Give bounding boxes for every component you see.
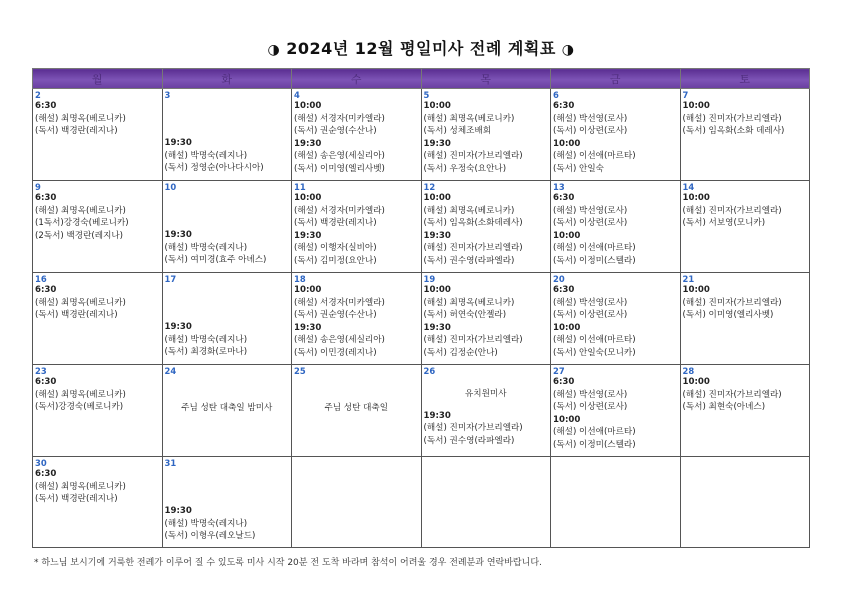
role-assignment: (독서) 임옥화(소화데레사) xyxy=(423,218,523,229)
day-number: 4 xyxy=(294,90,300,100)
role-assignment: (독서) 이상련(로사) xyxy=(553,126,628,137)
day-number: 14 xyxy=(682,182,695,192)
half-circle-icon: ◑ xyxy=(561,42,575,58)
role-assignment: (독서) 최현숙(아녜스) xyxy=(682,402,766,413)
role-assignment: (해설) 이선애(마르타) xyxy=(553,151,636,162)
day-cell xyxy=(162,273,292,365)
role-assignment: (독서) 권순영(수산나) xyxy=(294,126,377,137)
holiday-note: 주님 성탄 대축일 xyxy=(324,403,389,413)
mass-time: 10:00 xyxy=(682,285,710,295)
weekday-header: 수 xyxy=(292,69,422,89)
role-assignment: (독서) 임옥화(소화 데레사) xyxy=(682,126,785,137)
day-number: 11 xyxy=(294,182,306,192)
day-cell xyxy=(421,273,551,365)
holiday-note: 주님 성탄 대축일 밤미사 xyxy=(181,403,273,413)
day-number: 12 xyxy=(423,182,436,192)
role-assignment: (독서) 백경란(레지나) xyxy=(35,126,118,137)
mass-time: 10:00 xyxy=(294,101,322,111)
weekday-header: 금 xyxy=(551,69,681,89)
mass-time: 10:00 xyxy=(682,377,710,387)
role-assignment: (독서) 이상련(로사) xyxy=(553,402,628,413)
day-number: 21 xyxy=(682,274,695,284)
day-cell xyxy=(421,89,551,181)
role-assignment: (독서) 김정순(안나) xyxy=(423,347,498,358)
role-assignment: (해설) 최명옥(베로니카) xyxy=(35,113,126,124)
mass-time: 10:00 xyxy=(553,230,581,241)
day-number: 13 xyxy=(553,182,565,192)
role-assignment: (독서) 권수영(라파엘라) xyxy=(423,255,515,266)
role-assignment: (해설) 최명옥(베로니카) xyxy=(35,481,126,492)
role-assignment: (해설) 진미자(가브리엘라) xyxy=(682,205,782,216)
day-cell xyxy=(162,365,292,457)
role-assignment: (해설) 진미자(가브리엘라) xyxy=(423,335,523,346)
role-assignment: (해설) 최명옥(베로니카) xyxy=(35,205,126,216)
page-title xyxy=(0,36,842,59)
day-number: 2 xyxy=(35,90,41,100)
mass-time: 19:30 xyxy=(294,138,322,149)
role-assignment: (해설) 박명숙(레지나) xyxy=(164,242,248,253)
mass-time: 19:30 xyxy=(164,230,192,240)
week-row xyxy=(33,273,810,365)
role-assignment: (1독서)강경숙(베로니카) xyxy=(35,218,129,229)
role-assignment: (해설) 박명숙(레지나) xyxy=(164,334,248,345)
title-text: 2024년 12월 평일미사 전례 계획표 xyxy=(286,39,556,58)
role-assignment: (독서)강경숙(베로니카) xyxy=(35,402,124,413)
half-circle-icon: ◑ xyxy=(267,42,281,58)
mass-time: 19:30 xyxy=(164,322,192,332)
day-number: 6 xyxy=(553,90,559,100)
day-number: 28 xyxy=(682,366,695,376)
role-assignment: (해설) 진미자(가브리엘라) xyxy=(423,423,523,434)
mass-time: 10:00 xyxy=(553,322,581,333)
role-assignment: (해설) 서경자(미카엘라) xyxy=(294,113,385,124)
role-assignment: (해설) 서경자(미카엘라) xyxy=(294,297,385,308)
day-cell xyxy=(680,365,810,457)
day-cell xyxy=(421,457,551,548)
role-assignment: (독서) 정영순(아나다시아) xyxy=(164,163,264,174)
day-cell xyxy=(421,365,551,457)
role-assignment: (독서) 권순영(수산나) xyxy=(294,310,377,321)
role-assignment: (해설) 최명옥(베로니카) xyxy=(423,205,515,216)
day-number: 18 xyxy=(294,274,306,284)
calendar-body xyxy=(33,89,810,548)
day-number: 23 xyxy=(35,366,47,376)
spacer xyxy=(424,376,549,388)
day-cell xyxy=(680,273,810,365)
day-number: 19 xyxy=(423,274,436,284)
role-assignment: (해설) 송은영(세실리아) xyxy=(294,335,385,346)
mass-time: 10:00 xyxy=(682,193,710,203)
mass-time: 6:30 xyxy=(35,469,57,479)
role-assignment: (해설) 서경자(미카엘라) xyxy=(294,205,385,216)
day-number: 10 xyxy=(164,182,177,192)
role-assignment: (해설) 이선애(마르타) xyxy=(553,335,636,346)
role-assignment: (해설) 진미자(가브리엘라) xyxy=(423,243,523,254)
day-number: 20 xyxy=(553,274,565,284)
day-cell xyxy=(680,181,810,273)
role-assignment: (해설) 박선영(로사) xyxy=(553,389,628,400)
role-assignment: (독서) 이민경(레지나) xyxy=(294,347,377,358)
role-assignment: (독서) 이상련(로사) xyxy=(553,218,628,229)
day-cell xyxy=(551,457,681,548)
day-number: 5 xyxy=(423,90,430,100)
role-assignment: (해설) 최명옥(베로니카) xyxy=(35,389,126,400)
day-number: 16 xyxy=(35,274,47,284)
mass-time: 10:00 xyxy=(553,414,581,425)
day-cell xyxy=(162,89,292,181)
role-assignment: (해설) 송은영(세실리아) xyxy=(294,151,385,162)
mass-time: 6:30 xyxy=(35,101,57,111)
mass-time: 19:30 xyxy=(164,138,192,148)
mass-time: 19:30 xyxy=(423,410,451,421)
role-assignment: (독서) 안일숙 xyxy=(553,163,604,174)
day-cell xyxy=(551,273,681,365)
mass-time: 10:00 xyxy=(423,193,451,203)
role-assignment: (독서) 최경화(로마나) xyxy=(164,347,248,358)
day-cell xyxy=(162,181,292,273)
day-cell xyxy=(292,89,422,181)
spacer xyxy=(165,376,290,402)
role-assignment: (독서) 이형우(레오날드) xyxy=(164,531,256,542)
role-assignment: (해설) 박선영(로사) xyxy=(553,205,628,216)
role-assignment: (해설) 진미자(가브리엘라) xyxy=(682,389,782,400)
role-assignment: (독서) 백경란(레지나) xyxy=(294,218,377,229)
mass-time: 10:00 xyxy=(423,285,451,295)
mass-time: 10:00 xyxy=(682,101,710,111)
role-assignment: (독서) 백경란(레지나) xyxy=(35,310,118,321)
role-assignment: (독서) 서보영(모니카) xyxy=(682,218,766,229)
role-assignment: (해설) 박선영(로사) xyxy=(553,297,628,308)
mass-time: 19:30 xyxy=(423,322,451,333)
mass-time: 19:30 xyxy=(423,138,451,149)
role-assignment: (독서) 권수영(라파엘라) xyxy=(423,435,515,446)
role-assignment: (독서) 이미영(엘리사벳) xyxy=(294,163,385,174)
role-assignment: (해설) 최명옥(베로니카) xyxy=(35,297,126,308)
spacer xyxy=(165,100,290,137)
day-number: 26 xyxy=(423,366,436,376)
spacer xyxy=(424,401,549,410)
day-number: 3 xyxy=(164,90,171,100)
week-row xyxy=(33,181,810,273)
mass-time: 10:00 xyxy=(553,138,581,149)
day-cell xyxy=(33,273,163,365)
day-cell xyxy=(33,457,163,548)
weekday-header: 토 xyxy=(680,69,810,89)
day-number: 27 xyxy=(553,366,565,376)
day-cell xyxy=(292,273,422,365)
spacer xyxy=(294,376,419,402)
weekday-header: 화 xyxy=(162,69,292,89)
role-assignment: (독서) 이정미(스텔라) xyxy=(553,439,636,450)
mass-time: 19:30 xyxy=(294,230,322,241)
day-cell xyxy=(680,457,810,548)
role-assignment: (해설) 진미자(가브리엘라) xyxy=(682,297,782,308)
week-row xyxy=(33,89,810,181)
mass-time: 6:30 xyxy=(553,193,575,203)
week-row xyxy=(33,365,810,457)
day-cell xyxy=(680,89,810,181)
mass-time: 6:30 xyxy=(553,101,575,111)
day-cell xyxy=(551,181,681,273)
day-cell xyxy=(421,181,551,273)
role-assignment: (독서) 성체조배회 xyxy=(423,126,492,137)
day-cell xyxy=(551,365,681,457)
role-assignment: (해설) 진미자(가브리엘라) xyxy=(423,151,523,162)
role-assignment: (해설) 박선영(로사) xyxy=(553,113,628,124)
mass-time: 10:00 xyxy=(423,101,451,111)
weekday-header: 월 xyxy=(33,69,163,89)
role-assignment: (해설) 최명옥(베로니카) xyxy=(423,297,515,308)
role-assignment: (2독서) 백경란(레지나) xyxy=(35,230,124,241)
mass-time: 6:30 xyxy=(553,285,575,295)
mass-time: 19:30 xyxy=(294,322,322,333)
footer-note: * 하느님 보시기에 거룩한 전례가 이루어 질 수 있도록 미사 시작 20분 전 도착 바라며 참석이 어려울 경우 전례분과 연락바랍니다. xyxy=(34,558,542,568)
role-assignment: (해설) 최명옥(베로니카) xyxy=(423,113,515,124)
day-number: 25 xyxy=(294,366,306,376)
role-assignment: (해설) 박명숙(레지나) xyxy=(164,518,248,529)
liturgy-calendar xyxy=(32,68,810,548)
role-assignment: (독서) 우정숙(요안나) xyxy=(423,163,507,174)
event-note: 유치원미사 xyxy=(464,389,507,399)
weekday-header: 목 xyxy=(421,69,551,89)
role-assignment: (독서) 이정미(스텔라) xyxy=(553,255,636,266)
day-cell xyxy=(33,181,163,273)
role-assignment: (독서) 안일숙(모니카) xyxy=(553,347,636,358)
day-cell xyxy=(292,365,422,457)
day-number: 31 xyxy=(164,458,177,468)
day-cell xyxy=(292,457,422,548)
mass-time: 6:30 xyxy=(35,285,57,295)
day-number: 30 xyxy=(35,458,47,468)
role-assignment: (해설) 진미자(가브리엘라) xyxy=(682,113,782,124)
week-row xyxy=(33,457,810,548)
day-cell xyxy=(551,89,681,181)
role-assignment: (독서) 이상련(로사) xyxy=(553,310,628,321)
role-assignment: (독서) 허연숙(안젤라) xyxy=(423,310,507,321)
mass-time: 19:30 xyxy=(164,506,192,516)
mass-time: 10:00 xyxy=(294,285,322,295)
day-cell xyxy=(162,457,292,548)
day-number: 17 xyxy=(164,274,177,284)
weekday-header-row xyxy=(33,69,810,89)
spacer xyxy=(165,284,290,321)
mass-time: 6:30 xyxy=(35,193,57,203)
mass-time: 6:30 xyxy=(35,377,57,387)
role-assignment: (해설) 박명숙(레지나) xyxy=(164,150,248,161)
role-assignment: (해설) 이선애(마르타) xyxy=(553,427,636,438)
role-assignment: (독서) 김미정(요안나) xyxy=(294,255,377,266)
day-cell xyxy=(292,181,422,273)
spacer xyxy=(165,468,290,505)
mass-time: 10:00 xyxy=(294,193,322,203)
role-assignment: (해설) 이행자(실비아) xyxy=(294,243,377,254)
role-assignment: (독서) 여미경(효주 아녜스) xyxy=(164,255,267,266)
spacer xyxy=(165,192,290,229)
day-number: 24 xyxy=(164,366,177,376)
role-assignment: (독서) 이미영(엘리사벳) xyxy=(682,310,774,321)
day-cell xyxy=(33,365,163,457)
mass-time: 19:30 xyxy=(423,230,451,241)
day-cell xyxy=(33,89,163,181)
day-number: 7 xyxy=(682,90,689,100)
mass-time: 6:30 xyxy=(553,377,575,387)
role-assignment: (해설) 이선애(마르타) xyxy=(553,243,636,254)
day-number: 9 xyxy=(35,182,41,192)
role-assignment: (독서) 백경란(레지나) xyxy=(35,494,118,505)
